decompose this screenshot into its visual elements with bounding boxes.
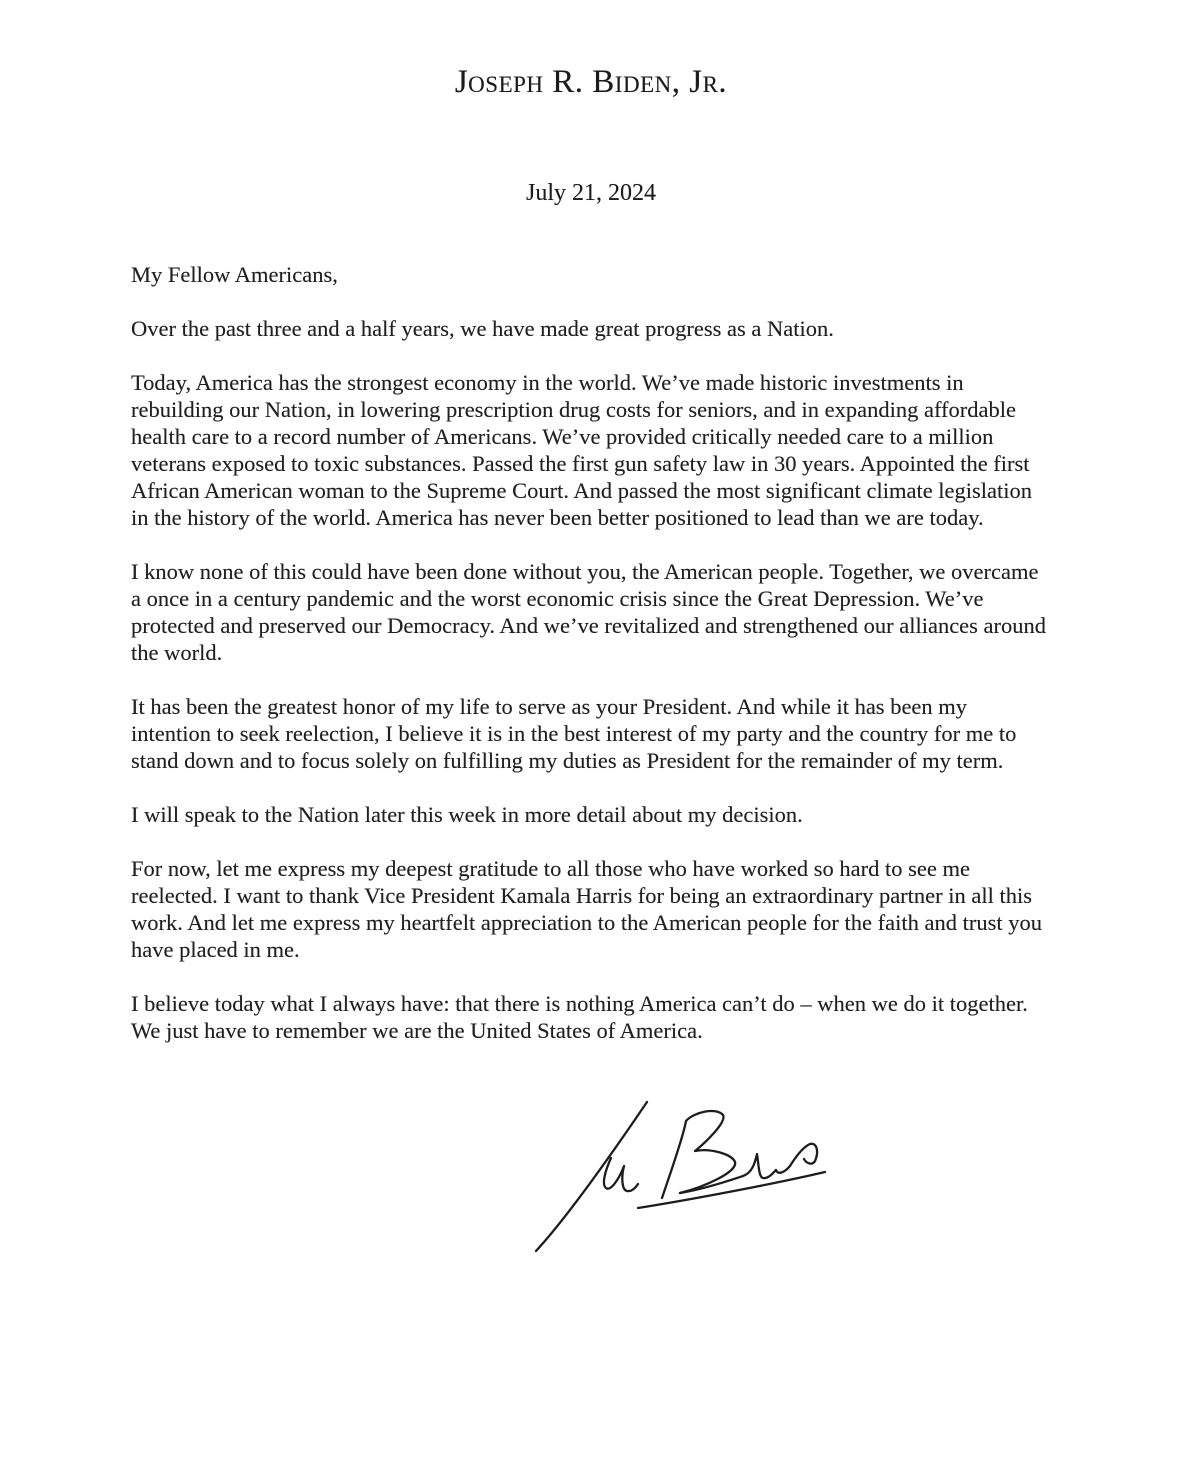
- letter-paragraph: For now, let me express my deepest gratitude to all those who have worked so hard to see me reelected. I want to thank Vice President Kamala Harris for being an extraordinary partner in all this work. And let me express my heartfelt appreciation to the American people for the faith and trust you have placed in me.: [131, 856, 1042, 962]
- joe-biden-signature: [480, 1078, 860, 1268]
- letter-paragraph: I know none of this could have been done without you, the American people. Together, we overcame a once in a century pandemic and the worst economic crisis since the Great Depression. We’ve protected and preserved our Democracy. And we’ve revitalized and strengthened our alliances around the world.: [131, 559, 1047, 665]
- letterhead-name: Joseph R. Biden, Jr.: [454, 64, 728, 100]
- salutation: My Fellow Americans,: [131, 262, 338, 287]
- letter-paragraph: I believe today what I always have: that there is nothing America can’t do – when we do it together. We just have to remember we are the United States of America.: [131, 991, 1028, 1043]
- letter-body: [131, 261, 1047, 1071]
- letter-paragraph: Over the past three and a half years, we have made great progress as a Nation.: [131, 316, 834, 341]
- letter-date: July 21, 2024: [525, 180, 656, 206]
- letter-paragraph: Today, America has the strongest economy in the world. We’ve made historic investments in rebuilding our Nation, in lowering prescription drug costs for seniors, and in expanding affordable health care to a record number of Americans. We’ve provided critically needed care to a million veterans exposed to toxic substances. Passed the first gun safety law in 30 years. Appointed the first African American woman to the Supreme Court. And passed the most significant climate legislation in the history of the world. America has never been better positioned to lead than we are today.: [131, 370, 1033, 530]
- signature-ink-icon: [480, 1078, 860, 1268]
- letter-paragraph: It has been the greatest honor of my life to serve as your President. And while it has been my intention to seek reelection, I believe it is in the best interest of my party and the country for me to stand down and to focus solely on fulfilling my duties as President for the remainder of my term.: [131, 694, 1017, 773]
- letter-paragraph: I will speak to the Nation later this week in more detail about my decision.: [131, 802, 803, 827]
